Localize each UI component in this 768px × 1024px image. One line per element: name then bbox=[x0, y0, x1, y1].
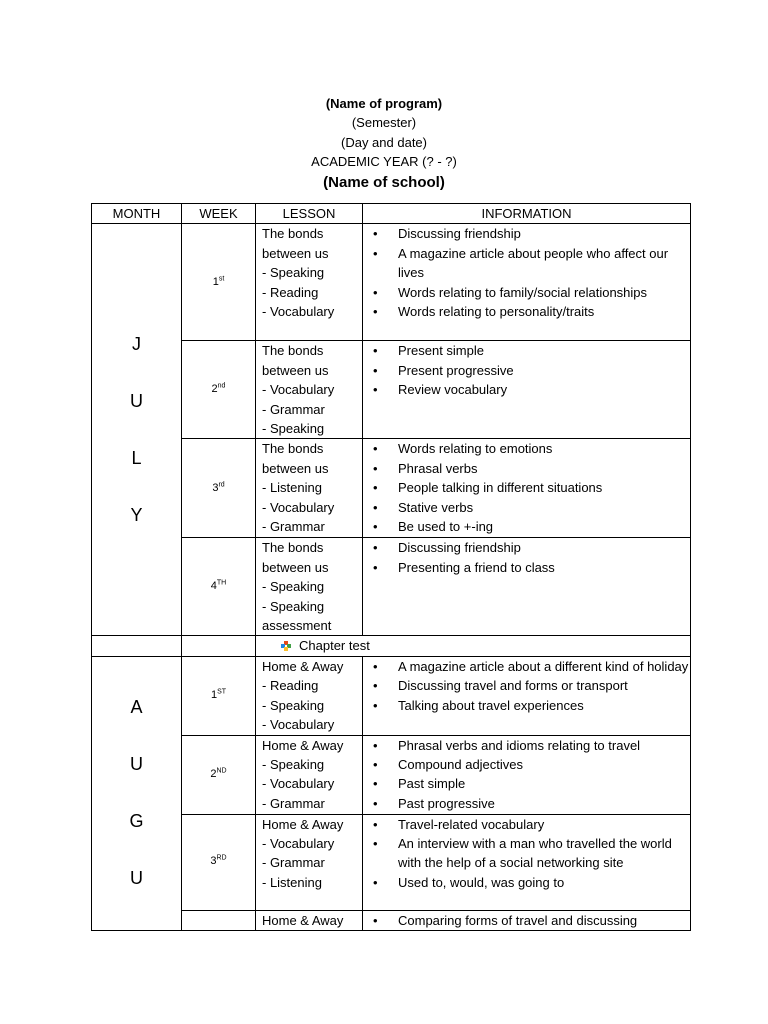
list-item: • Review vocabulary bbox=[392, 380, 690, 399]
chapter-test-row bbox=[92, 636, 691, 656]
lesson-line: - Vocabulary bbox=[262, 304, 335, 320]
week-cell bbox=[182, 341, 256, 439]
information-cell bbox=[363, 538, 691, 636]
program-name: (Name of program) bbox=[325, 96, 443, 111]
month-letter: A bbox=[130, 697, 143, 718]
month-letters bbox=[92, 679, 181, 907]
lesson-line: The bonds bbox=[262, 441, 324, 457]
week-suffix: RD bbox=[216, 854, 227, 862]
lesson-line: between us bbox=[262, 460, 329, 476]
list-item: • A magazine article about a different kind of holiday bbox=[392, 657, 690, 676]
list-item: • Travel-related vocabulary bbox=[392, 815, 690, 834]
list-item: • Words relating to family/social relationships bbox=[392, 283, 690, 302]
lesson-line: - Speaking bbox=[262, 579, 325, 595]
week-number: 3 bbox=[210, 855, 217, 868]
month-letters bbox=[92, 316, 181, 544]
information-cell bbox=[363, 439, 691, 538]
lesson-line: - Reading bbox=[262, 678, 319, 694]
month-letter: U bbox=[130, 390, 143, 411]
lesson-line: Home & Away bbox=[262, 737, 344, 753]
school-name: (Name of school) bbox=[323, 173, 445, 191]
list-item: • Comparing forms of travel and discussing bbox=[392, 911, 690, 930]
lesson-cell bbox=[256, 341, 363, 439]
lesson-line: The bonds bbox=[262, 343, 324, 359]
month-letter: G bbox=[129, 811, 144, 832]
information-list bbox=[369, 224, 690, 321]
lesson-line: - Vocabulary bbox=[262, 717, 335, 733]
table-row bbox=[92, 224, 691, 341]
lesson-line: - Reading bbox=[262, 284, 319, 300]
lesson-line: - Vocabulary bbox=[262, 382, 335, 398]
column-header-month: MONTH bbox=[92, 204, 182, 224]
week-cell bbox=[182, 910, 256, 930]
list-item: • Past simple bbox=[392, 774, 690, 793]
column-header-information: INFORMATION bbox=[363, 204, 691, 224]
week-suffix: st bbox=[218, 275, 225, 283]
information-list bbox=[369, 815, 690, 893]
list-item: • Discussing friendship bbox=[392, 538, 690, 557]
list-item: • Present simple bbox=[392, 341, 690, 360]
month-letter: U bbox=[130, 754, 143, 775]
table-row bbox=[92, 538, 691, 636]
week-number: 2 bbox=[211, 383, 218, 396]
week-suffix: rd bbox=[218, 481, 225, 489]
lesson-line: - Speaking bbox=[262, 756, 325, 772]
column-header-week: WEEK bbox=[182, 204, 256, 224]
list-item: • Past progressive bbox=[392, 794, 690, 813]
chapter-test-label: Chapter test bbox=[299, 638, 370, 654]
month-letter: L bbox=[131, 447, 142, 468]
lesson-cell bbox=[256, 814, 363, 910]
month-cell-august bbox=[92, 656, 182, 930]
information-cell bbox=[363, 656, 691, 735]
list-item: • Words relating to personality/traits bbox=[392, 302, 690, 321]
list-item: • A magazine article about people who affect our lives bbox=[392, 244, 690, 283]
list-item: • Present progressive bbox=[392, 361, 690, 380]
lesson-line: The bonds bbox=[262, 226, 324, 242]
lesson-cell bbox=[256, 224, 363, 341]
lesson-line: Home & Away bbox=[262, 912, 344, 928]
list-item: • Compound adjectives bbox=[392, 755, 690, 774]
day-and-date: (Day and date) bbox=[341, 134, 427, 150]
lesson-line: - Vocabulary bbox=[262, 499, 335, 515]
list-item: • Discussing friendship bbox=[392, 224, 690, 243]
information-cell bbox=[363, 224, 691, 341]
lesson-line: between us bbox=[262, 245, 329, 261]
week-cell bbox=[182, 656, 256, 735]
lesson-line: - Speaking bbox=[262, 421, 325, 437]
week-number: 3 bbox=[212, 481, 219, 494]
diamond-bullet-icon bbox=[281, 641, 291, 651]
lesson-cell bbox=[256, 735, 363, 814]
table-row bbox=[92, 735, 691, 814]
week-cell bbox=[182, 538, 256, 636]
lesson-line: - Grammar bbox=[262, 519, 325, 535]
lesson-cell bbox=[256, 656, 363, 735]
lesson-line: Home & Away bbox=[262, 658, 344, 674]
list-item: • Be used to +-ing bbox=[392, 517, 690, 536]
lesson-line: Home & Away bbox=[262, 816, 344, 832]
list-item: • Talking about travel experiences bbox=[392, 696, 690, 715]
lesson-line: - Grammar bbox=[262, 855, 325, 871]
week-suffix: TH bbox=[216, 579, 227, 587]
lesson-cell bbox=[256, 439, 363, 538]
list-item: • People talking in different situations bbox=[392, 478, 690, 497]
syllabus-table bbox=[91, 203, 691, 931]
table-row bbox=[92, 910, 691, 930]
list-item: • Phrasal verbs and idioms relating to travel bbox=[392, 736, 690, 755]
week-cell bbox=[182, 735, 256, 814]
lesson-line: - Vocabulary bbox=[262, 835, 335, 851]
empty-cell bbox=[182, 636, 256, 656]
list-item: • Used to, would, was going to bbox=[392, 873, 690, 892]
column-header-lesson: LESSON bbox=[256, 204, 363, 224]
information-list bbox=[369, 341, 690, 399]
information-list bbox=[369, 657, 690, 715]
chapter-test-cell bbox=[256, 636, 691, 656]
lesson-line: between us bbox=[262, 362, 329, 378]
lesson-line: - Listening bbox=[262, 480, 322, 496]
lesson-line: The bonds bbox=[262, 540, 324, 556]
week-cell bbox=[182, 814, 256, 910]
week-number: 4 bbox=[210, 580, 217, 593]
list-item: • An interview with a man who travelled the world with the help of a social networking site bbox=[392, 834, 690, 873]
information-cell bbox=[363, 814, 691, 910]
list-item: • Stative verbs bbox=[392, 498, 690, 517]
lesson-line: - Speaking bbox=[262, 598, 325, 614]
table-header-row bbox=[92, 204, 691, 224]
month-letter: Y bbox=[130, 504, 143, 525]
week-cell bbox=[182, 439, 256, 538]
week-suffix: ND bbox=[216, 767, 227, 775]
lesson-line: - Grammar bbox=[262, 795, 325, 811]
lesson-cell bbox=[256, 538, 363, 636]
lesson-line: assessment bbox=[262, 618, 332, 634]
information-list bbox=[369, 911, 690, 930]
lesson-line: - Speaking bbox=[262, 697, 325, 713]
week-suffix: ST bbox=[217, 688, 227, 696]
table-row bbox=[92, 656, 691, 735]
list-item: • Discussing travel and forms or transport bbox=[392, 676, 690, 695]
document-header bbox=[0, 94, 768, 194]
lesson-cell bbox=[256, 910, 363, 930]
month-letter: U bbox=[130, 868, 143, 889]
week-number: 2 bbox=[210, 767, 217, 780]
list-item: • Words relating to emotions bbox=[392, 439, 690, 458]
lesson-line: - Vocabulary bbox=[262, 776, 335, 792]
week-cell bbox=[182, 224, 256, 341]
lesson-line: - Listening bbox=[262, 874, 322, 890]
week-number: 1 bbox=[212, 275, 219, 288]
information-cell bbox=[363, 341, 691, 439]
lesson-line: - Speaking bbox=[262, 265, 325, 281]
list-item: • Phrasal verbs bbox=[392, 459, 690, 478]
information-list bbox=[369, 439, 690, 536]
table-row bbox=[92, 341, 691, 439]
week-number: 1 bbox=[210, 688, 218, 701]
academic-year: ACADEMIC YEAR (? - ?) bbox=[311, 154, 457, 170]
information-cell bbox=[363, 910, 691, 930]
information-list bbox=[369, 736, 690, 814]
lesson-line: between us bbox=[262, 559, 329, 575]
month-cell-july bbox=[92, 224, 182, 636]
semester: (Semester) bbox=[351, 115, 417, 131]
month-letter: J bbox=[132, 333, 141, 354]
table-row bbox=[92, 439, 691, 538]
information-list bbox=[369, 538, 690, 577]
lesson-line: - Grammar bbox=[262, 401, 325, 417]
table-row bbox=[92, 814, 691, 910]
list-item: • Presenting a friend to class bbox=[392, 558, 690, 577]
week-suffix: nd bbox=[217, 382, 226, 390]
empty-cell bbox=[92, 636, 182, 656]
information-cell bbox=[363, 735, 691, 814]
